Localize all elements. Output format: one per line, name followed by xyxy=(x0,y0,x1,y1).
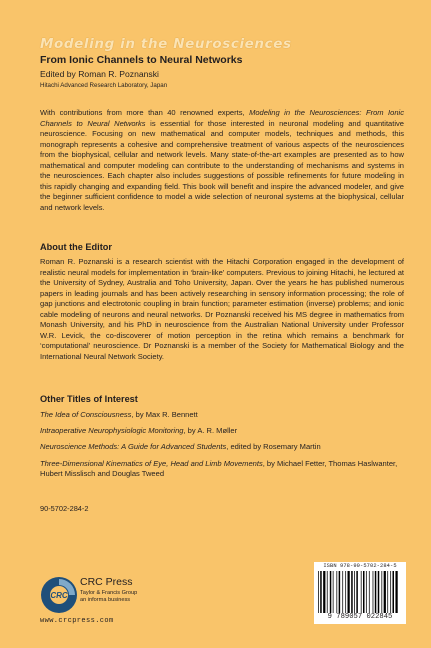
other-title-name: The Idea of Consciousness xyxy=(40,410,132,419)
barcode-bar xyxy=(378,571,380,613)
crc-logo-icon xyxy=(40,576,78,614)
list-item xyxy=(40,410,404,421)
isbn-number: 90-5702-284-2 xyxy=(40,504,89,513)
series-title: Modeling in the Neurosciences xyxy=(40,36,292,52)
barcode-bar xyxy=(336,571,337,613)
other-title-author: , by Michael Fetter, Thomas Haslwanter, Hubert Misslisch and Douglas Tweed xyxy=(40,458,398,479)
barcode-bar xyxy=(390,571,391,613)
list-item xyxy=(40,459,404,480)
other-title-author: , edited by Rosemary Martin xyxy=(226,442,321,452)
barcode-bar xyxy=(384,571,386,613)
barcode-bar xyxy=(345,571,346,613)
barcode-isbn-text: ISBN 978-90-5702-284-5 xyxy=(323,563,397,569)
barcode-bar xyxy=(320,571,322,613)
publisher-website: www.crcpress.com xyxy=(40,617,114,625)
editor-credit: Edited by Roman R. Poznanski xyxy=(40,69,159,79)
barcode-bar xyxy=(354,571,355,613)
barcode-bar xyxy=(351,571,353,613)
other-titles-list xyxy=(40,410,404,485)
barcode-bar xyxy=(339,571,341,613)
barcode-bar xyxy=(387,571,388,613)
barcode-bar xyxy=(369,571,370,613)
intro-text-rest: is essential for those interested in neuronal modeling and quantitative neuroscience. Focusing on new mathematical and computer models, techniques and methods, this monograph represents a cohesive and comprehensive treatment of various aspects of the neurosciences from the biophysical, cellular and network levels. Many state-of-the-art examples are presented as to how mathematical and computer modeling can contribute to the understanding of mechanisms and systems in the neurosciences. Each chapter also includes suggestions of possible refinements for future modeling in this rapidly changing and expanding field. This book will benefit and inspire the advanced modeler, and give the beginner sufficient confidence to model a wide selection of neuronal systems at the biophysical, cellular and network levels. xyxy=(40,118,404,212)
barcode-bar xyxy=(342,571,343,613)
other-title-name: Intraoperative Neurophysiologic Monitoring xyxy=(40,426,184,436)
barcode-bars xyxy=(318,571,402,613)
barcode-bar xyxy=(330,571,332,613)
intro-book-title: Modeling in the Neurosciences: From Ionic Channels to Neural Networks xyxy=(40,108,404,128)
barcode-bar xyxy=(393,571,395,613)
other-title-author: , by A. R. Møller xyxy=(183,426,238,436)
barcode-bar xyxy=(363,571,365,613)
barcode-number: 9 789057 022845 xyxy=(327,613,393,621)
publisher-group: Taylor & Francis Group xyxy=(80,590,138,596)
publisher-tagline: an informa business xyxy=(80,597,131,603)
book-subtitle: From Ionic Channels to Neural Networks xyxy=(40,54,243,66)
other-titles-heading: Other Titles of Interest xyxy=(40,394,138,404)
barcode-bar xyxy=(361,571,362,613)
barcode-bar xyxy=(348,571,350,613)
barcode-bar xyxy=(333,571,334,613)
barcode-bar xyxy=(381,571,382,613)
other-title-author: , by Max R. Bennett xyxy=(131,410,198,419)
editor-affiliation: Hitachi Advanced Research Laboratory, Japan xyxy=(40,82,168,89)
intro-text-start: With contributions from more than 40 renowned experts, xyxy=(40,108,250,117)
other-title-name: Neuroscience Methods: A Guide for Advanced Students xyxy=(40,442,227,452)
barcode-bar xyxy=(327,571,328,613)
other-title-name: Three-Dimensional Kinematics of Eye, Head and Limb Movements xyxy=(40,458,263,468)
publisher-name: CRC Press xyxy=(80,576,133,588)
barcode xyxy=(314,562,406,624)
barcode-bar xyxy=(395,571,397,613)
about-editor-body: Roman R. Poznanski is a research scientist with the Hitachi Corporation engaged in the development of realistic neural models for implementation in ‘brain-like’ computers. Previous to joining Hitachi, he lectured at the University of Sydney, Australia and Toho University, Japan. Over the years he has published numerous papers in leading journals and has been actively researching in sensory information processing; the role of gap junctions and electrotonic coupling in brain function; parameter estimation (inverse) problems; and ionic cable modeling of neurons and neural networks. Dr Poznanski received his MS degree in mathematics from Monash University, and his PhD in neuroscience from the Australian National University under Professor W.R. Levick, the co-discoverer of motion perception in the retina which remains a benchmark for ‘computational’ neuroscience. Dr Poznanski is a member of the Society for Mathematical Biology and the International Neural Network Society. xyxy=(40,257,404,361)
barcode-bar xyxy=(366,571,367,613)
barcode-bar xyxy=(323,571,325,613)
barcode-bar xyxy=(356,571,358,613)
barcode-bar xyxy=(375,571,377,613)
list-item xyxy=(40,442,404,453)
logo-text: CRC xyxy=(50,591,68,600)
about-editor-heading: About the Editor xyxy=(40,242,112,252)
intro-paragraph xyxy=(40,108,404,213)
barcode-bar xyxy=(318,571,319,613)
list-item xyxy=(40,426,404,437)
barcode-bar xyxy=(373,571,374,613)
